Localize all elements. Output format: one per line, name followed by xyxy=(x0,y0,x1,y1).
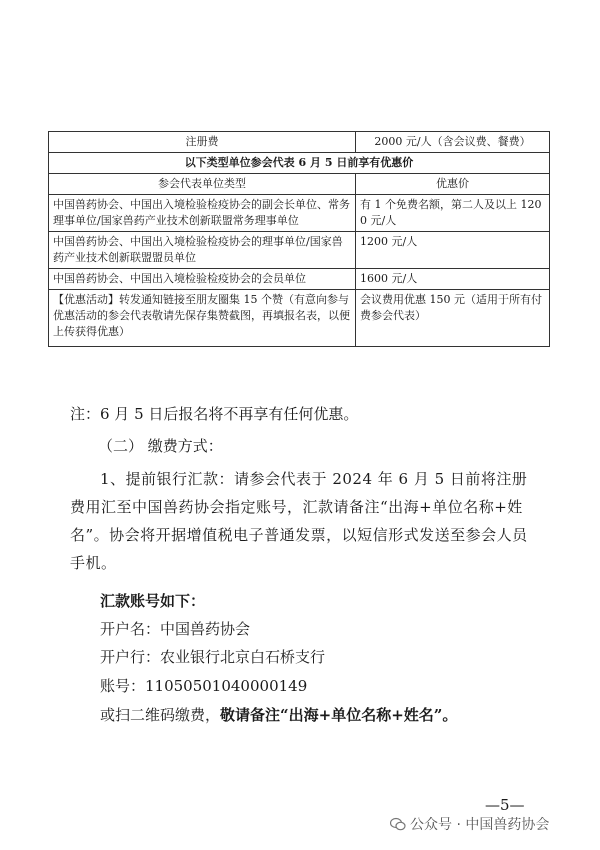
table-row xyxy=(49,232,550,269)
bank-name: 开户行：农业银行北京白石桥支行 xyxy=(100,648,326,666)
table-header-row xyxy=(49,174,550,195)
qr-text: 或扫二维码缴费， xyxy=(100,706,221,724)
table-row xyxy=(49,269,550,290)
bank-info-title: 汇款账号如下： xyxy=(100,592,206,610)
row-type: 中国兽药协会、中国出入境检验检疫协会的会员单位 xyxy=(49,269,356,290)
page-number: —5— xyxy=(485,796,525,814)
account-name: 开户名：中国兽药协会 xyxy=(100,620,251,638)
wechat-icon xyxy=(390,817,406,831)
registration-value: 2000 元/人（含会议费、餐费） xyxy=(356,132,550,153)
row-type: 【优惠活动】转发通知链接至朋友圈集 15 个赞（有意向参与优惠活动的参会代表敬请先保存集赞截图，再填报名表，以便上传获得优惠） xyxy=(49,290,356,347)
registration-label: 注册费 xyxy=(49,132,356,153)
column-header-price: 优惠价 xyxy=(356,174,550,195)
registration-row xyxy=(49,132,550,153)
qr-remark: 敬请备注“出海+单位名称+姓名”。 xyxy=(220,706,458,724)
table-row xyxy=(49,290,550,347)
section-heading: （二） 缴费方式： xyxy=(98,437,223,455)
account-number: 账号：11050501040000149 xyxy=(100,677,308,695)
row-type: 中国兽药协会、中国出入境检验检疫协会的理事单位/国家兽药产业技术创新联盟盟员单位 xyxy=(49,232,356,269)
watermark-text: 公众号 · 中国兽药协会 xyxy=(410,817,550,833)
qr-payment-text xyxy=(100,705,457,725)
fee-table xyxy=(48,131,550,347)
row-price: 1200 元/人 xyxy=(356,232,550,269)
row-price: 会议费用优惠 150 元（适用于所有付费参会代表） xyxy=(356,290,550,347)
row-type: 中国兽药协会、中国出入境检验检疫协会的副会长单位、常务理事单位/国家兽药产业技术创新联盟常务理事单位 xyxy=(49,195,356,232)
row-price: 1600 元/人 xyxy=(356,269,550,290)
discount-heading-row xyxy=(49,153,550,174)
column-header-type: 参会代表单位类型 xyxy=(49,174,356,195)
table-row xyxy=(49,195,550,232)
discount-note: 注：6 月 5 日后报名将不再享有任何优惠。 xyxy=(70,405,359,423)
row-price: 有 1 个免费名额，第二人及以上 1200 元/人 xyxy=(356,195,550,232)
watermark xyxy=(390,814,549,834)
payment-paragraph: 1、提前银行汇款：请参会代表于 2024 年 6 月 5 日前将注册费用汇至中国兽药协会指定账号，汇款请备注“出海+单位名称+姓名”。协会将开据增值税电子普通发票，以短信形式发送至参会人员手机。 xyxy=(70,470,528,572)
discount-heading: 以下类型单位参会代表 6 月 5 日前享有优惠价 xyxy=(49,153,550,174)
